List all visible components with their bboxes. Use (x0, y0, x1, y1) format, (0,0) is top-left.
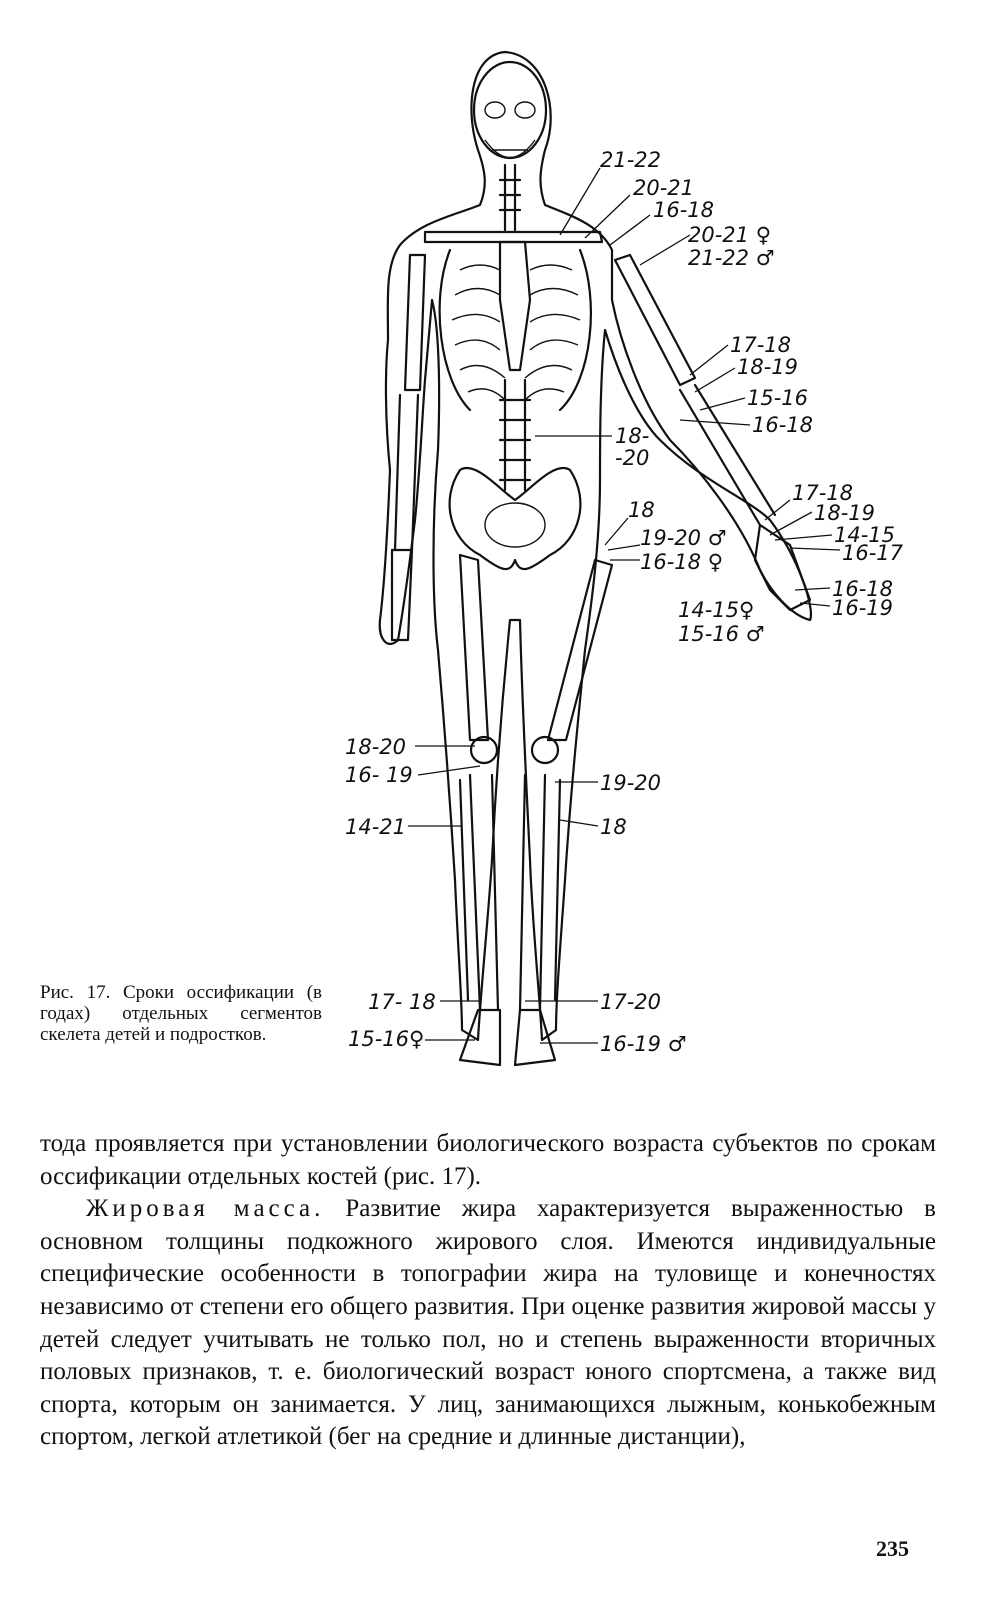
label-elbow-1: 17-18 (730, 333, 792, 357)
label-tibia-2: 18 (600, 815, 627, 839)
label-tibia-1: 14-21 (345, 815, 407, 839)
body-text (40, 1128, 936, 1454)
pelvic-inlet (485, 503, 545, 547)
left-lower-leg (460, 775, 498, 1010)
cervical-spine (500, 165, 520, 230)
right-patella (532, 737, 558, 763)
label-wrist-1: 17-18 (792, 481, 854, 505)
body-outline (380, 52, 814, 1040)
label-hip-1: 18 (628, 498, 655, 522)
leader-lines (408, 168, 840, 1043)
label-ankle-2: 17-20 (600, 990, 662, 1014)
label-elbow-2: 18-19 (737, 355, 799, 379)
paragraph-2-text: Развитие жира характеризуется выраженностью в основном толщины подкожного жирового слоя. Имеются индивидуальные специфические особенности в топографии жира на туловище и конечностях независимо от степени его общего развития. При оценке развития жировой массы у детей следует учитывать не только пол, но и степень выраженности вторичных половых признаков, т. е. биологический возраст юного спортсмена, а также вид спорта, которым он занимается. У лиц, занимающихся лыжным, конькобежным спортом, легкой атлетикой (бег на средние и длинные дистанции), (40, 1195, 936, 1451)
right-humerus (615, 255, 695, 385)
label-ankle-1: 17- 18 (368, 990, 436, 1014)
label-wrist-2: 18-19 (814, 501, 876, 525)
label-sternoclavicular: 20-21 (633, 176, 695, 200)
label-foot-female: 15-16♀ (348, 1027, 425, 1051)
term-fat-mass: Жировая масса. (86, 1195, 325, 1223)
label-wrist-4: 16-17 (842, 541, 904, 565)
label-humerus-head-female: 20-21 ♀ (688, 223, 772, 247)
page-number: 235 (876, 1536, 909, 1561)
label-hip-2-male: 19-20 ♂ (640, 526, 727, 550)
label-hand-2: 16-19 (832, 596, 894, 620)
lumbar-spine (500, 380, 530, 490)
left-femur (460, 555, 488, 740)
label-hand-1: 16-18 (832, 577, 894, 601)
label-spine-1: 18- (615, 424, 650, 448)
label-wrist-3: 14-15 (834, 523, 896, 547)
label-hand-female: 14-15♀ (678, 598, 755, 622)
pelvis (450, 468, 581, 569)
right-femur (548, 560, 612, 740)
label-knee-2: 16- 19 (345, 763, 413, 787)
right-foot (515, 1010, 555, 1065)
label-foot-male: 16-19 ♂ (600, 1032, 687, 1056)
jaw (485, 140, 535, 158)
label-elbow-3: 15-16 (747, 386, 809, 410)
label-knee-3: 19-20 (600, 771, 662, 795)
paragraph-2 (40, 1193, 936, 1454)
sternum (500, 242, 530, 370)
label-hand-male: 15-16 ♂ (678, 622, 765, 646)
label-hip-3-female: 16-18 ♀ (640, 550, 724, 574)
label-elbow-4: 16-18 (752, 413, 814, 437)
label-spine-2: -20 (615, 446, 650, 470)
clavicles (425, 232, 602, 242)
right-lower-leg (520, 775, 560, 1010)
paragraph-1: тода проявляется при установлении биологического возраста субъектов по срокам оссификации отдельных костей (рис. 17). (40, 1130, 936, 1190)
ribcage (440, 250, 591, 410)
label-clavicle: 21-22 (600, 148, 662, 172)
label-humerus-head-male: 21-22 ♂ (688, 246, 775, 270)
label-acromion: 16-18 (653, 198, 715, 222)
right-eye-socket (515, 102, 535, 118)
left-eye-socket (485, 102, 505, 118)
ribs (452, 265, 580, 400)
left-humerus (405, 255, 425, 390)
figure-caption: Рис. 17. Сроки оссификации (в годах) отдельных сегментов скелета детей и подростков. (40, 982, 322, 1045)
label-knee-1: 18-20 (345, 735, 407, 759)
